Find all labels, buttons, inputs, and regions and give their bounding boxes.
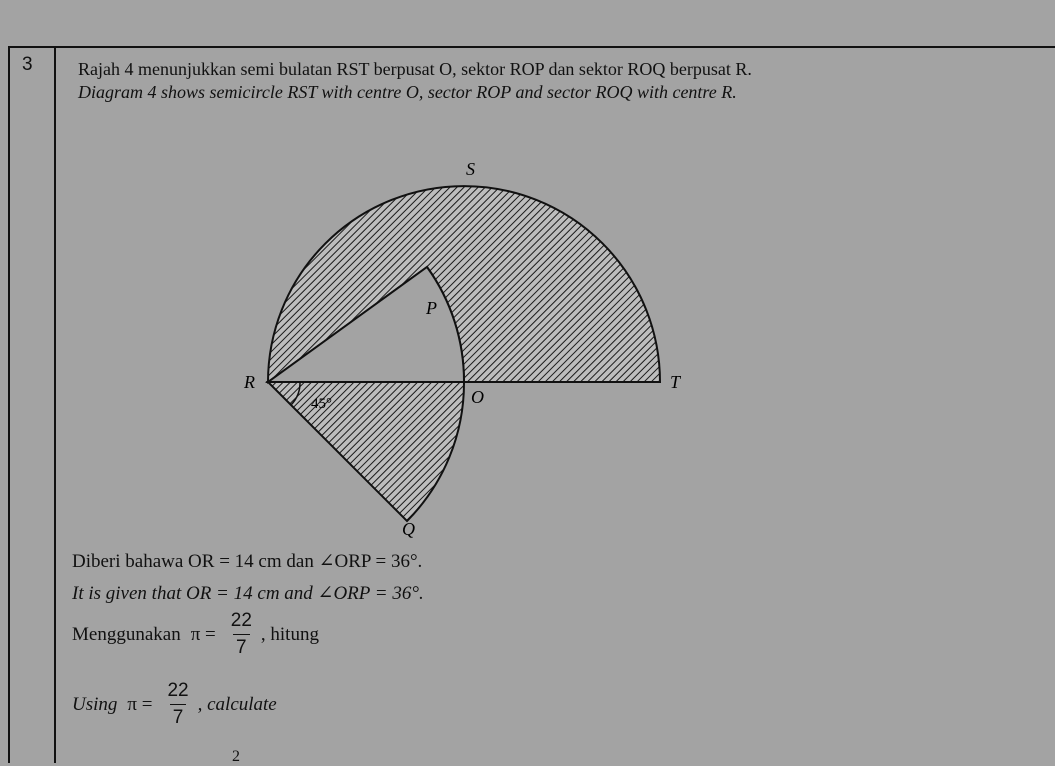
pi-prefix-english: Using bbox=[72, 693, 118, 715]
label-s: S bbox=[466, 159, 475, 179]
pi-suffix-malay: , hitung bbox=[260, 623, 319, 645]
pi-instruction-malay bbox=[72, 610, 319, 659]
label-p: P bbox=[426, 298, 437, 318]
question-number: 3 bbox=[22, 54, 33, 75]
question-intro-malay: Rajah 4 menunjukkan semi bulatan RST berpusat O, sektor ROP dan sektor ROQ berpusat R. bbox=[78, 59, 752, 79]
pi-symbol-malay: π = bbox=[190, 623, 216, 645]
cut-off-superscript: 2 bbox=[232, 748, 240, 765]
fraction-denominator: 7 bbox=[170, 704, 187, 729]
pi-fraction-malay bbox=[228, 610, 255, 659]
pi-fraction-english bbox=[164, 680, 191, 729]
pi-suffix-english: , calculate bbox=[197, 693, 277, 715]
label-q: Q bbox=[402, 519, 415, 539]
pi-instruction-english bbox=[72, 680, 277, 729]
question-intro-english: Diagram 4 shows semicircle RST with centre O, sector ROP and sector ROQ with centre R. bbox=[78, 82, 737, 102]
fraction-numerator: 22 bbox=[167, 680, 189, 701]
pi-symbol-english: π = bbox=[127, 693, 153, 715]
label-r: R bbox=[244, 372, 255, 392]
label-o: O bbox=[471, 387, 484, 407]
fraction-denominator: 7 bbox=[233, 634, 250, 659]
label-t: T bbox=[670, 372, 681, 392]
given-english: It is given that OR = 14 cm and ∠ORP = 36°. bbox=[72, 583, 424, 604]
fraction-numerator: 22 bbox=[230, 610, 252, 631]
given-malay: Diberi bahawa OR = 14 cm dan ∠ORP = 36°. bbox=[72, 551, 423, 572]
shaded-sector-roq bbox=[268, 382, 464, 521]
pi-prefix-malay: Menggunakan bbox=[72, 623, 181, 645]
angle-label: 45° bbox=[311, 396, 332, 412]
